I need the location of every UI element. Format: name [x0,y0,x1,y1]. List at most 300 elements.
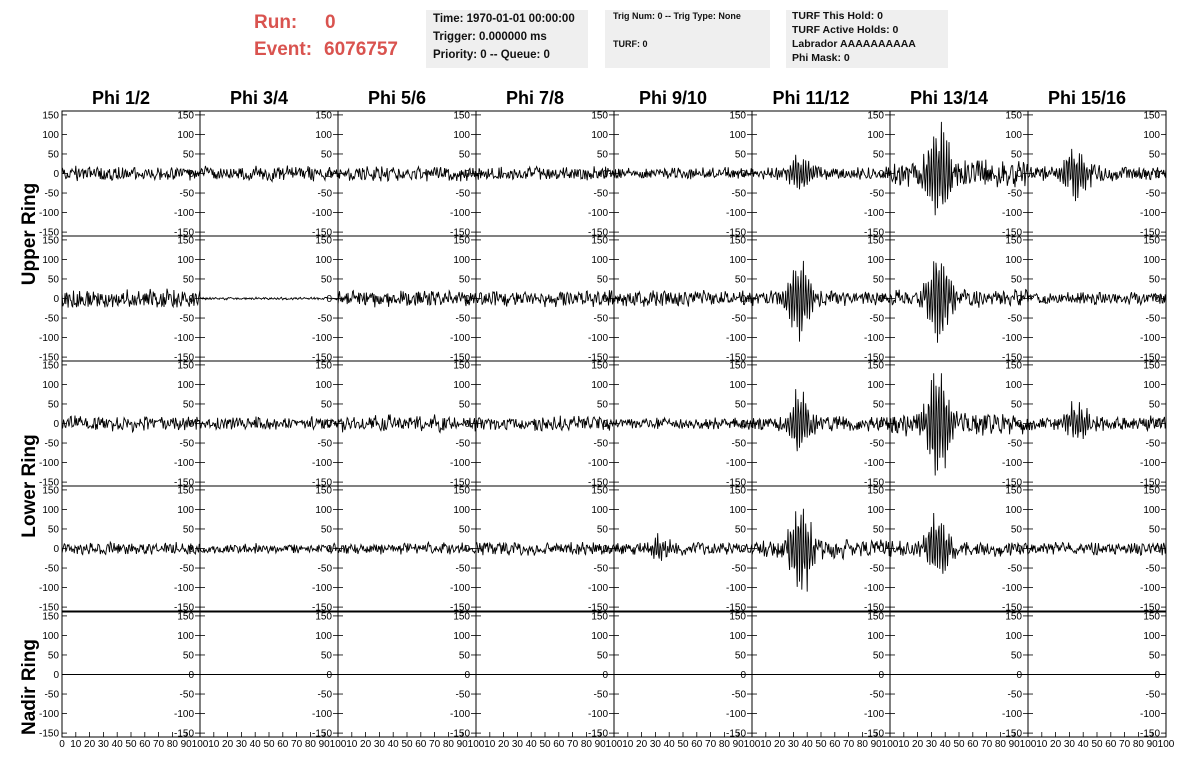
y-tick-label: -50 [731,313,746,325]
y-tick-label: 100 [1005,630,1022,642]
nadir-ring-label: Nadir Ring [19,638,40,736]
priority-text: Priority: 0 -- Queue: 0 [433,49,550,61]
y-tick-label: 50 [734,650,746,662]
y-tick-label: 150 [729,611,746,623]
y-tick-label: 150 [729,110,746,122]
y-tick-label: 100 [1005,379,1022,391]
y-tick-label: 0 [740,544,746,555]
y-tick-label: 150 [1143,611,1160,623]
y-tick-label: 50 [734,399,746,411]
y-tick-label: 0 [326,169,332,180]
waveform-line [62,166,200,181]
y-tick-label: -150 [587,477,608,489]
x-tick-label: 50 [401,739,413,750]
waveform-line [476,290,614,307]
y-tick-label: 0 [878,169,884,180]
y-tick-label: 150 [453,360,470,372]
y-tick-label: 150 [591,360,608,372]
y-tick-label: 100 [1143,630,1160,642]
y-tick-label: -100 [38,583,59,595]
y-tick-label: -50 [179,313,194,325]
waveform-line [614,533,752,561]
y-tick-label: 150 [453,110,470,122]
y-tick-label: 50 [47,524,59,536]
y-tick-label: -150 [173,602,194,614]
y-tick-label: -150 [725,602,746,614]
y-tick-label: 100 [42,504,59,516]
y-tick-label: 100 [177,254,194,266]
x-tick-label: 20 [912,739,924,750]
x-tick-label: 80 [1132,739,1144,750]
y-tick-label: -100 [1001,709,1022,721]
x-tick-label: 80 [994,739,1006,750]
x-tick-label: 100 [1019,739,1037,750]
waveform-line [1028,542,1166,555]
y-tick-label: 100 [453,630,470,642]
column-header-phi-11-12: Phi 11/12 [772,88,850,108]
x-tick-label: 10 [622,739,634,750]
y-tick-label: -50 [1007,563,1022,575]
y-tick-label: 100 [453,254,470,266]
y-tick-label: 50 [47,149,59,161]
y-tick-label: 50 [1148,274,1160,286]
y-tick-label: 0 [53,419,59,430]
y-tick-label: -150 [38,477,59,489]
y-tick-label: 150 [1005,235,1022,247]
y-tick-label: -50 [593,188,608,200]
y-tick-label: -50 [593,689,608,701]
x-tick-label: 50 [125,739,137,750]
y-tick-label: 50 [1148,650,1160,662]
y-tick-label: 50 [596,274,608,286]
waveform-line [476,166,614,180]
y-tick-label: -50 [869,188,884,200]
y-tick-label: 0 [1016,670,1022,681]
y-tick-label: 0 [1154,670,1160,681]
x-tick-label: 10 [1036,739,1048,750]
y-tick-label: 0 [464,419,470,430]
y-tick-label: -50 [593,313,608,325]
y-tick-label: 50 [1010,524,1022,536]
y-tick-label: 150 [729,235,746,247]
y-tick-label: -150 [311,728,332,740]
x-tick-label: 100 [467,739,485,750]
y-tick-label: 150 [1005,485,1022,497]
x-tick-label: 30 [511,739,523,750]
turf-hold-text: TURF This Hold: 0 [792,10,883,22]
y-tick-label: -100 [863,208,884,220]
y-tick-label: -150 [1139,602,1160,614]
phi-mask-text: Phi Mask: 0 [792,52,850,64]
y-tick-label: -150 [449,352,470,364]
y-tick-label: -50 [1145,313,1160,325]
y-tick-label: 100 [1005,129,1022,141]
y-tick-label: -50 [1007,313,1022,325]
y-tick-label: 0 [188,544,194,555]
x-tick-label: 10 [484,739,496,750]
y-tick-label: -150 [38,602,59,614]
x-tick-label: 70 [153,739,165,750]
y-tick-label: 150 [177,611,194,623]
y-tick-label: 150 [42,110,59,122]
y-tick-label: -50 [1007,438,1022,450]
y-tick-label: 100 [867,379,884,391]
y-tick-label: 50 [320,274,332,286]
y-tick-label: 0 [1154,419,1160,430]
y-tick-label: -150 [38,227,59,239]
y-tick-label: 50 [734,274,746,286]
y-tick-label: -150 [863,477,884,489]
y-tick-label: 100 [177,129,194,141]
x-tick-label: 40 [111,739,123,750]
y-tick-label: -150 [587,602,608,614]
x-tick-label: 80 [856,739,868,750]
y-tick-label: 150 [867,110,884,122]
y-tick-label: -150 [863,728,884,740]
y-tick-label: -50 [44,563,59,575]
y-tick-label: 150 [591,235,608,247]
y-tick-label: -50 [869,563,884,575]
waveform-line [200,166,338,182]
y-tick-label: -50 [1145,188,1160,200]
y-tick-label: 0 [464,294,470,305]
y-tick-label: 0 [53,670,59,681]
y-tick-label: -50 [1145,563,1160,575]
y-tick-label: -150 [449,602,470,614]
trig-num-text: Trig Num: 0 -- Trig Type: None [613,11,741,21]
y-tick-label: -150 [311,352,332,364]
y-tick-label: 100 [867,129,884,141]
y-tick-label: 100 [1143,129,1160,141]
y-tick-label: -100 [863,333,884,345]
y-tick-label: -150 [1139,477,1160,489]
column-header-phi-9-10: Phi 9/10 [638,88,708,108]
x-tick-label: 100 [605,739,623,750]
y-tick-label: -150 [38,352,59,364]
x-tick-label: 40 [249,739,261,750]
y-tick-label: 50 [596,524,608,536]
y-tick-label: 150 [867,485,884,497]
y-tick-label: -50 [44,689,59,701]
y-tick-label: 100 [729,254,746,266]
y-tick-label: 150 [729,360,746,372]
y-tick-label: -100 [1139,709,1160,721]
y-tick-label: 100 [591,379,608,391]
x-tick-label: 70 [291,739,303,750]
x-tick-label: 30 [235,739,247,750]
y-tick-label: -150 [587,728,608,740]
y-tick-label: 100 [1143,504,1160,516]
x-tick-label: 50 [953,739,965,750]
y-tick-label: 150 [315,485,332,497]
y-tick-label: 150 [42,611,59,623]
y-tick-label: -100 [1001,208,1022,220]
waveform-line [614,167,752,179]
y-tick-label: 0 [878,419,884,430]
y-tick-label: -100 [725,208,746,220]
x-tick-label: 90 [180,739,192,750]
x-tick-label: 90 [1008,739,1020,750]
y-tick-label: -100 [38,458,59,470]
y-tick-label: 100 [1143,254,1160,266]
y-tick-label: 100 [315,129,332,141]
x-tick-label: 10 [70,739,82,750]
x-tick-label: 80 [718,739,730,750]
y-tick-label: 0 [740,169,746,180]
y-tick-label: 50 [458,524,470,536]
y-tick-label: -50 [1007,188,1022,200]
y-tick-label: 50 [1148,524,1160,536]
y-tick-label: -100 [1001,583,1022,595]
waveform-line [338,291,476,308]
waveform-line [752,509,890,595]
y-tick-label: 150 [1005,360,1022,372]
y-tick-label: -150 [1001,477,1022,489]
y-tick-label: 0 [1016,294,1022,305]
y-tick-label: -100 [449,709,470,721]
waveform-line [1028,292,1166,305]
x-tick-label: 90 [456,739,468,750]
waveform-line [476,416,614,431]
y-tick-label: 50 [320,399,332,411]
y-tick-label: 50 [458,274,470,286]
y-tick-label: -150 [1001,602,1022,614]
y-tick-label: 50 [458,399,470,411]
y-tick-label: 50 [182,399,194,411]
y-tick-label: 150 [177,360,194,372]
y-tick-label: 0 [53,294,59,305]
waveform-line [614,418,752,430]
y-tick-label: -100 [725,709,746,721]
x-tick-label: 0 [59,739,65,750]
y-tick-label: -50 [179,689,194,701]
y-tick-label: -100 [587,709,608,721]
waveform-line [1028,401,1166,439]
event-label: Event: [254,39,313,60]
waveform-line [476,542,614,555]
y-tick-label: -50 [731,188,746,200]
x-tick-label: 40 [525,739,537,750]
x-tick-label: 20 [774,739,786,750]
y-tick-label: 0 [1154,294,1160,305]
y-tick-label: 100 [315,254,332,266]
x-tick-label: 80 [304,739,316,750]
x-tick-label: 100 [191,739,209,750]
y-tick-label: -50 [179,438,194,450]
y-tick-label: 0 [602,670,608,681]
x-tick-label: 100 [881,739,899,750]
waveform-line [62,289,200,308]
y-tick-label: -50 [44,313,59,325]
x-tick-label: 90 [1146,739,1158,750]
y-tick-label: -50 [317,313,332,325]
waveform-line [338,166,476,181]
run-label: Run: [254,12,298,33]
y-tick-label: 100 [1143,379,1160,391]
x-tick-label: 50 [1091,739,1103,750]
y-tick-label: 0 [740,670,746,681]
y-tick-label: -50 [869,438,884,450]
x-tick-label: 50 [539,739,551,750]
run-value: 0 [325,12,336,33]
y-tick-label: -150 [449,728,470,740]
y-tick-label: 150 [315,110,332,122]
y-tick-label: -100 [725,458,746,470]
x-tick-label: 10 [898,739,910,750]
upper-ring-label: Upper Ring [19,182,40,286]
x-tick-label: 80 [166,739,178,750]
x-tick-label: 30 [97,739,109,750]
y-tick-label: 150 [1143,110,1160,122]
y-tick-label: 100 [42,254,59,266]
y-tick-label: -150 [38,728,59,740]
column-header-phi-15-16: Phi 15/16 [1047,88,1127,108]
x-tick-label: 30 [373,739,385,750]
y-tick-label: 100 [315,379,332,391]
y-tick-label: -50 [731,563,746,575]
y-tick-label: 100 [1005,504,1022,516]
y-tick-label: 50 [1010,149,1022,161]
y-tick-label: -100 [38,333,59,345]
y-tick-label: 50 [182,650,194,662]
y-tick-label: 150 [867,360,884,372]
y-tick-label: -100 [1139,458,1160,470]
x-tick-label: 70 [705,739,717,750]
waveform-line [890,261,1028,343]
y-tick-label: -150 [587,227,608,239]
y-tick-label: -100 [863,458,884,470]
column-header-phi-5-6: Phi 5/6 [367,88,427,108]
y-tick-label: 0 [602,544,608,555]
x-tick-label: 90 [594,739,606,750]
waveform-line [200,297,338,300]
y-tick-label: -150 [863,352,884,364]
x-tick-label: 40 [939,739,951,750]
y-tick-label: -150 [173,352,194,364]
y-tick-label: 150 [867,611,884,623]
y-tick-label: 50 [458,650,470,662]
waveform-line [62,416,200,432]
y-tick-label: 150 [867,235,884,247]
y-tick-label: 0 [464,169,470,180]
y-tick-label: -100 [173,208,194,220]
y-tick-label: -100 [173,333,194,345]
y-tick-label: -100 [311,709,332,721]
y-tick-label: -150 [1001,352,1022,364]
x-tick-label: 20 [84,739,96,750]
y-tick-label: 50 [47,274,59,286]
x-tick-label: 90 [732,739,744,750]
y-tick-label: 150 [1143,360,1160,372]
x-tick-label: 70 [843,739,855,750]
y-tick-label: 100 [729,129,746,141]
y-tick-label: -150 [863,602,884,614]
y-tick-label: 100 [867,630,884,642]
y-tick-label: 100 [591,504,608,516]
y-tick-label: 50 [872,149,884,161]
x-tick-label: 50 [815,739,827,750]
y-tick-label: 50 [47,399,59,411]
y-tick-label: -150 [1001,728,1022,740]
y-tick-label: -150 [1139,352,1160,364]
y-tick-label: -150 [1139,227,1160,239]
y-tick-label: -100 [449,583,470,595]
x-tick-label: 60 [829,739,841,750]
x-tick-label: 60 [553,739,565,750]
y-tick-label: 0 [464,670,470,681]
y-tick-label: -100 [587,458,608,470]
y-tick-label: -50 [455,689,470,701]
column-header-phi-13-14: Phi 13/14 [909,88,989,108]
x-tick-label: 60 [277,739,289,750]
turf-text: TURF: 0 [613,39,648,49]
x-tick-label: 20 [222,739,234,750]
y-tick-label: 100 [591,630,608,642]
y-tick-label: 100 [42,129,59,141]
y-tick-label: 50 [872,524,884,536]
x-tick-label: 20 [636,739,648,750]
y-tick-label: 50 [320,524,332,536]
waveform-line [338,414,476,432]
y-tick-label: -50 [455,313,470,325]
y-tick-label: 0 [188,169,194,180]
y-tick-label: 50 [1010,274,1022,286]
y-tick-label: 150 [42,235,59,247]
y-tick-label: 0 [602,419,608,430]
y-tick-label: -50 [44,438,59,450]
y-tick-label: -100 [449,208,470,220]
y-tick-label: 100 [315,504,332,516]
y-tick-label: -150 [725,352,746,364]
y-tick-label: 50 [1148,149,1160,161]
x-tick-label: 20 [1050,739,1062,750]
y-tick-label: -150 [587,352,608,364]
y-tick-label: 0 [53,169,59,180]
y-tick-label: -100 [863,709,884,721]
y-tick-label: 100 [42,379,59,391]
y-tick-label: 0 [464,544,470,555]
y-tick-label: -50 [455,438,470,450]
y-tick-label: -50 [869,689,884,701]
y-tick-label: 50 [596,149,608,161]
y-tick-label: -50 [731,438,746,450]
y-tick-label: 100 [453,504,470,516]
y-tick-label: 100 [729,630,746,642]
y-tick-label: -100 [587,333,608,345]
y-tick-label: -100 [1139,208,1160,220]
x-tick-label: 100 [329,739,347,750]
trigger-text: Trigger: 0.000000 ms [433,31,547,43]
y-tick-label: 150 [591,485,608,497]
waveform-line [338,542,476,554]
y-tick-label: 150 [177,485,194,497]
y-tick-label: 150 [453,611,470,623]
waveform-line [62,542,200,554]
y-tick-label: -100 [1001,458,1022,470]
y-tick-label: -150 [311,602,332,614]
y-tick-label: -50 [179,563,194,575]
y-tick-label: 0 [602,169,608,180]
x-tick-label: 80 [580,739,592,750]
y-tick-label: 0 [53,544,59,555]
x-tick-label: 30 [1063,739,1075,750]
x-tick-label: 60 [139,739,151,750]
y-tick-label: -150 [173,477,194,489]
y-tick-label: 50 [182,149,194,161]
y-tick-label: 100 [177,379,194,391]
y-tick-label: 50 [47,650,59,662]
y-tick-label: -100 [587,583,608,595]
